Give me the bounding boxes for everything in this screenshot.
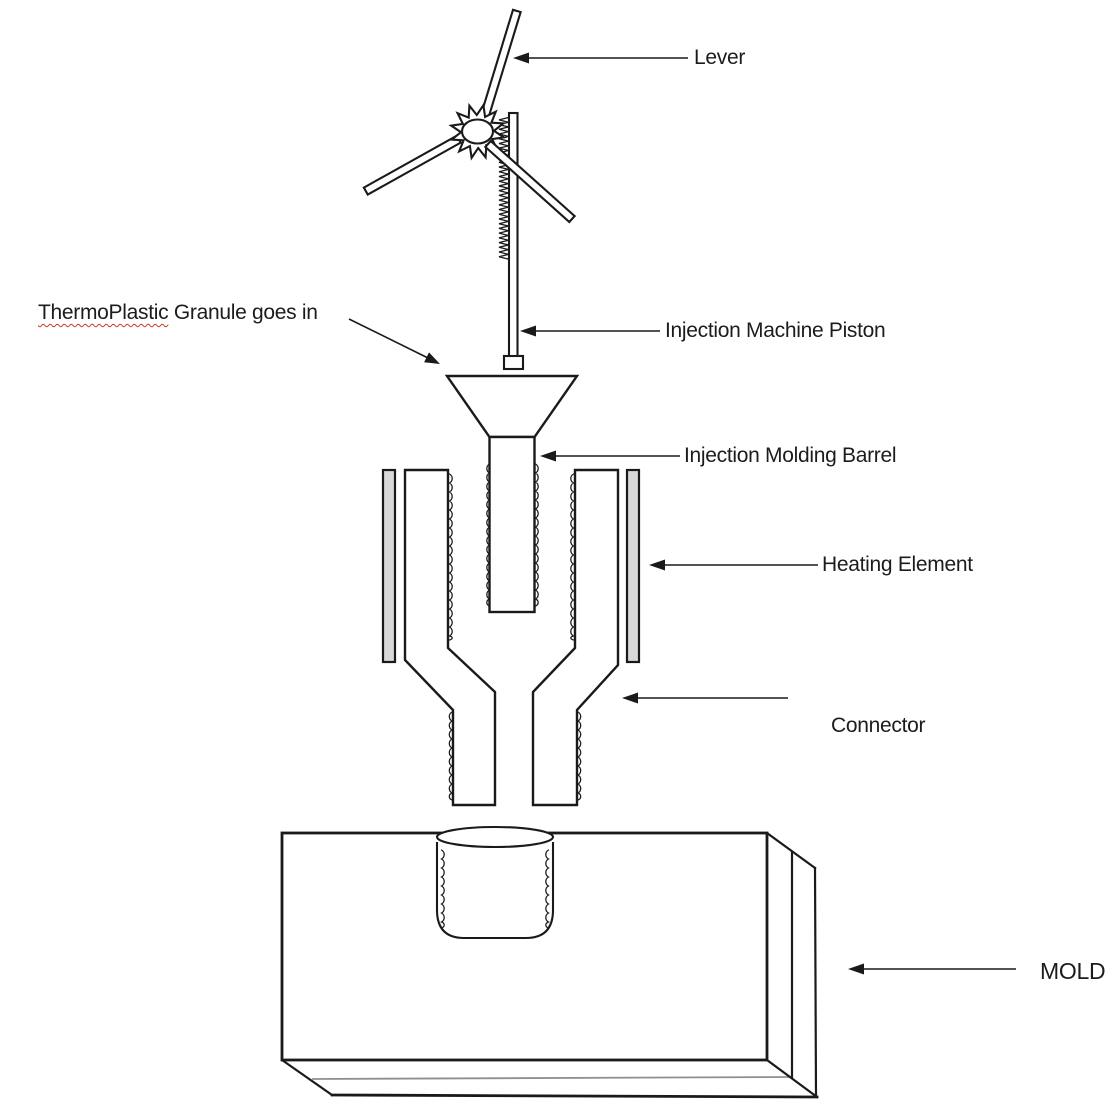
- mold-back-right-edge: [815, 868, 816, 1096]
- hopper-and-barrel: [447, 376, 577, 612]
- granule-arrow: [349, 319, 440, 364]
- piston-arrow: [520, 326, 660, 337]
- lever-arrow: [513, 53, 688, 64]
- mold-bottom-edge: [332, 1095, 817, 1097]
- mold-label: MOLD: [1040, 958, 1106, 984]
- lever-arm-right: [485, 141, 574, 222]
- barrel-arrow: [540, 451, 680, 462]
- barrel-tube-texture-right: [536, 464, 539, 606]
- barrel-wall-right: [533, 470, 618, 805]
- heating-element-left: [383, 470, 395, 662]
- mold-bottom-left-edge: [282, 1060, 332, 1095]
- mold-cavity: [437, 842, 553, 938]
- lever-arm-upper: [480, 10, 520, 119]
- connector-arrow: [622, 693, 788, 704]
- heating-element-right: [627, 470, 639, 662]
- gear-hub: [462, 120, 493, 144]
- cavity-opening: [437, 827, 553, 847]
- barrel-label: Injection Molding Barrel: [684, 444, 897, 467]
- lever-label: Lever: [694, 46, 746, 69]
- mold-base-inner-edge: [312, 1077, 790, 1079]
- heating-label: Heating Element: [822, 553, 973, 576]
- wall-texture-left: [450, 474, 453, 640]
- mold-block: [282, 827, 817, 1097]
- connector-label: Connector: [831, 714, 926, 737]
- granule-label-rest: Granule goes in: [168, 301, 318, 324]
- wall-texture-right: [571, 474, 574, 640]
- piston-rod-foot: [504, 356, 523, 369]
- barrel-tube: [490, 437, 535, 612]
- piston-label: Injection Machine Piston: [665, 319, 886, 342]
- granule-label-misspelled-word: ThermoPlastic: [38, 301, 169, 324]
- granule-label: [38, 300, 318, 326]
- lever-arm-left: [364, 136, 461, 195]
- piston-rod: [509, 113, 518, 357]
- nozzle-texture-left: [449, 712, 452, 800]
- hopper-funnel: [447, 376, 577, 437]
- lever-assembly: [364, 10, 575, 369]
- mold-arrow: [848, 964, 1016, 975]
- heating-arrow: [649, 560, 818, 571]
- nozzle-texture-right: [578, 712, 581, 800]
